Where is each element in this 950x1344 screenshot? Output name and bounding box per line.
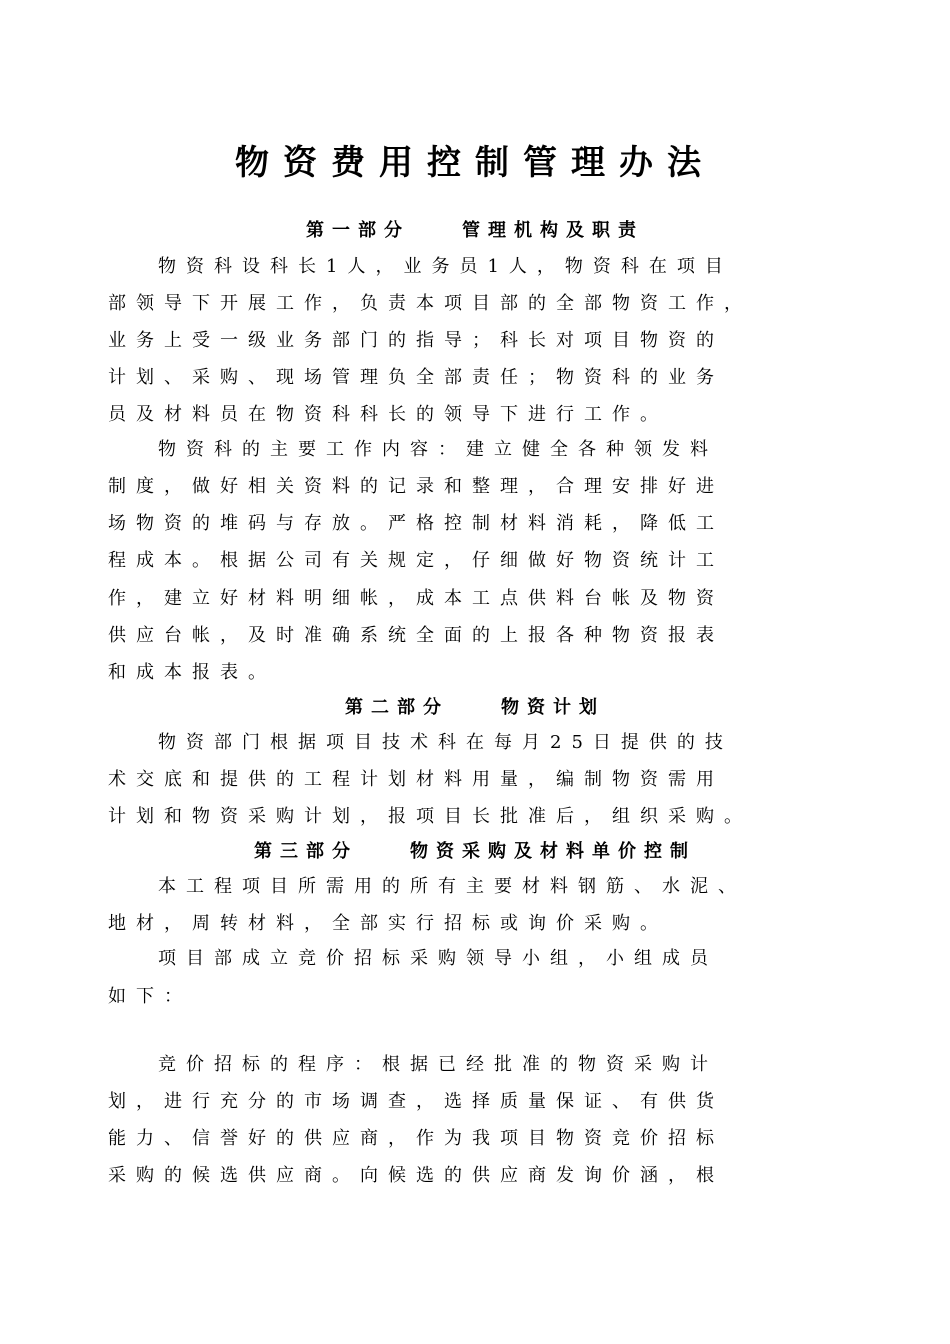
section-3-heading: 第三部分 物资采购及材料单价控制 [254,841,696,862]
section-2-heading: 第二部分 物资计划 [345,697,605,718]
section-3-line: 本工程项目所需用的所有主要材料钢筋、水泥、 [158,876,746,897]
section-3-line: 竞价招标的程序：根据已经批准的物资采购计 [158,1054,718,1075]
section-3-line: 采购的候选供应商。向候选的供应商发询价涵，根 [108,1165,724,1186]
section-1-line: 供应台帐，及时准确系统全面的上报各种物资报表 [108,625,724,646]
section-1-line: 制度，做好相关资料的记录和整理，合理安排好进 [108,476,724,497]
section-1-line: 程成本。根据公司有关规定，仔细做好物资统计工 [108,550,724,571]
section-1-line: 业务上受一级业务部门的指导；科长对项目物资的 [108,330,724,351]
section-1-heading: 第一部分 管理机构及职责 [306,220,644,241]
section-1-line: 场物资的堆码与存放。严格控制材料消耗，降低工 [108,513,724,534]
section-3-line: 划，进行充分的市场调查，选择质量保证、有供货 [108,1091,724,1112]
section-1-line: 作，建立好材料明细帐，成本工点供料台帐及物资 [108,588,724,609]
document-title: 物资费用控制管理办法 [235,143,715,183]
section-3-line: 能力、信誉好的供应商，作为我项目物资竞价招标 [108,1128,724,1149]
section-1-line: 员及材料员在物资科科长的领导下进行工作。 [108,404,668,425]
section-3-line: 如下： [108,986,192,1007]
section-1-line: 计划、采购、现场管理负全部责任；物资科的业务 [108,367,724,388]
section-1-line: 和成本报表。 [108,662,276,683]
section-3-line: 地材，周转材料，全部实行招标或询价采购。 [108,913,668,934]
section-3-line: 项目部成立竞价招标采购领导小组，小组成员 [158,948,718,969]
section-1-line: 物资科的主要工作内容：建立健全各种领发料 [158,439,718,460]
section-2-line: 计划和物资采购计划，报项目长批准后，组织采购。 [108,806,752,827]
section-1-line: 物资科设科长1人，业务员1人，物资科在项目 [158,256,733,277]
section-2-line: 物资部门根据项目技术科在每月25日提供的技 [158,732,733,753]
section-2-line: 术交底和提供的工程计划材料用量，编制物资需用 [108,769,724,790]
section-1-line: 部领导下开展工作，负责本项目部的全部物资工作， [108,293,752,314]
